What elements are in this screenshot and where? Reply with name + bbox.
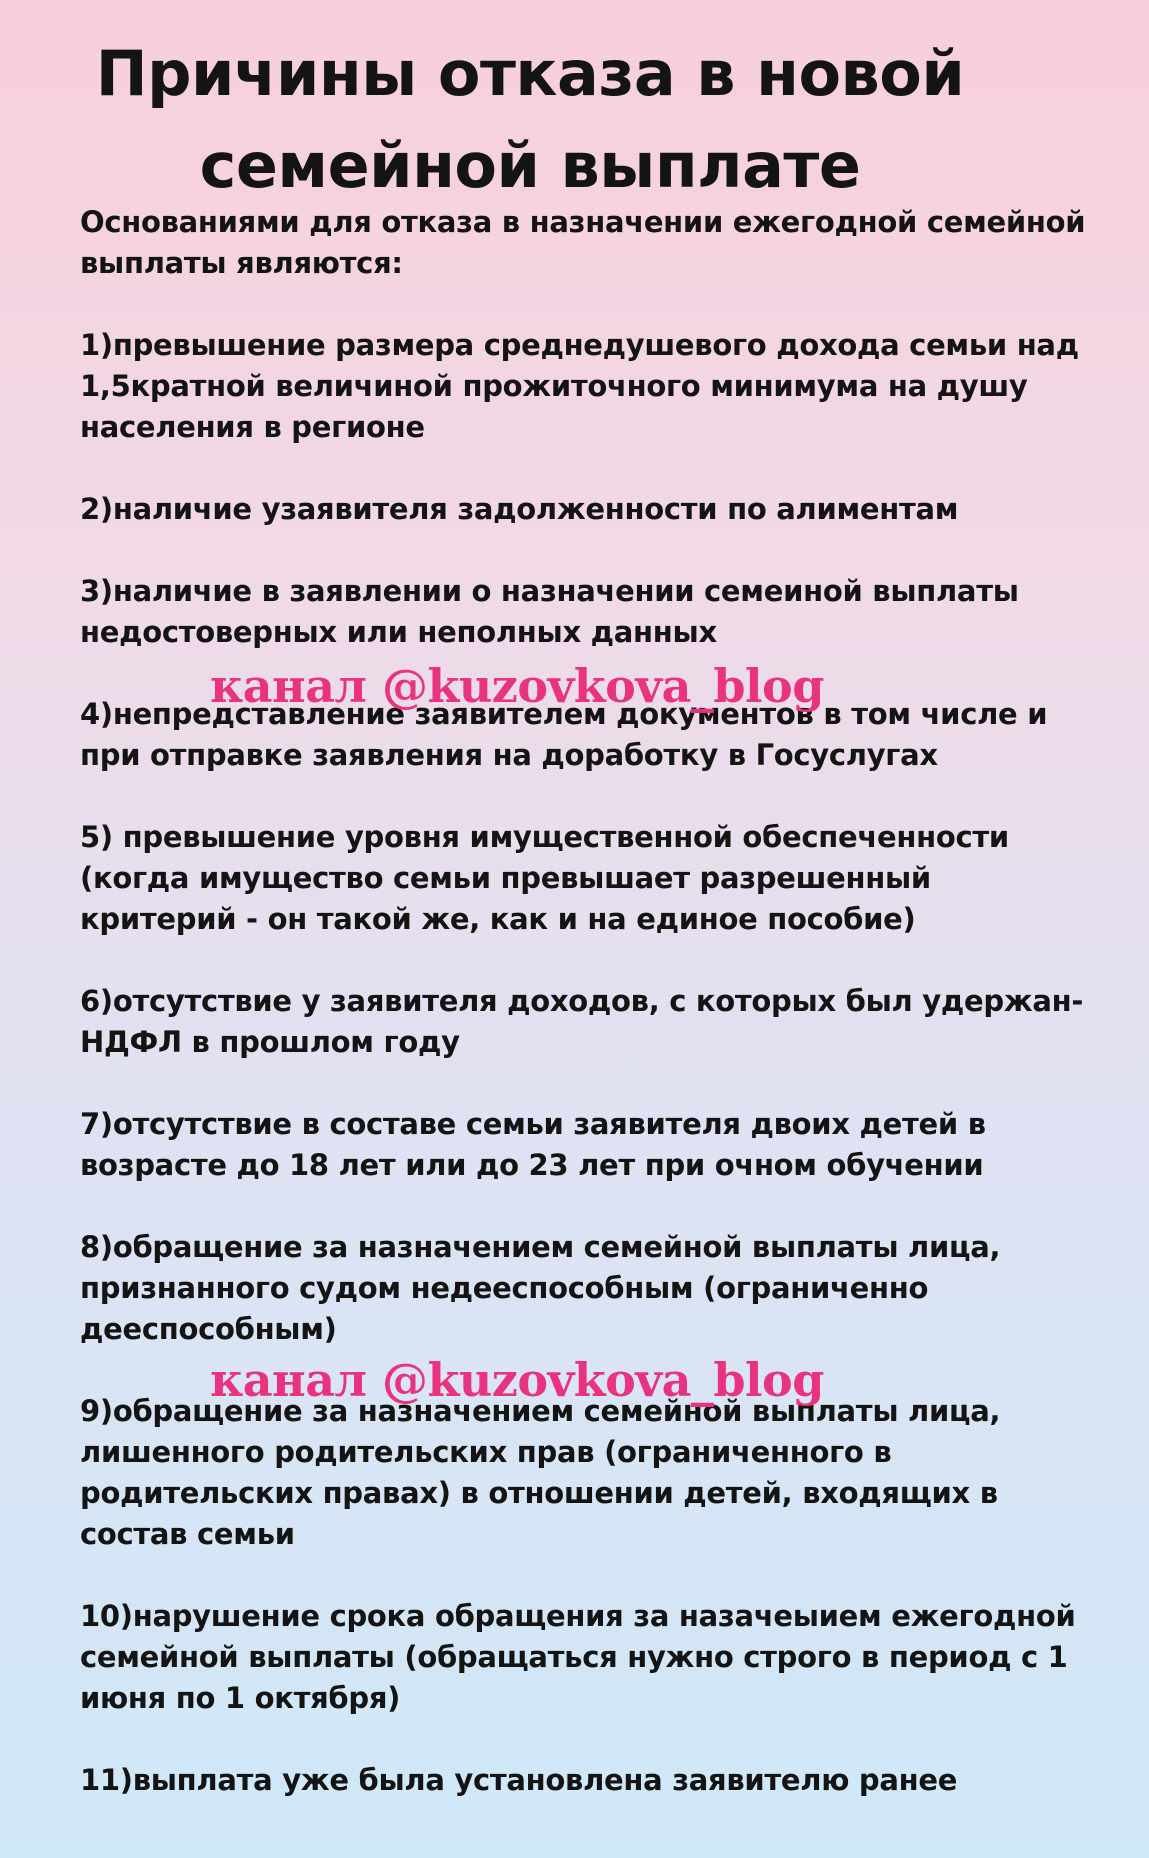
list-item-11: 11)выплата уже была установлена заявителю ранее — [80, 1763, 958, 1797]
list-item-9: 9)обращение за назначением семейной выплаты лица, лишенного родительских прав (ограниченного в родительских правах) в отношении детей, входящих в состав семьи — [80, 1394, 1001, 1551]
list-item-2: 2)наличие узаявителя задолженности по алиментам — [80, 492, 959, 526]
list-item-1: 1)превышение размера среднедушевого дохода семьи над 1,5кратной величиной прожиточного минимума на душу населения в регионе — [80, 328, 1079, 444]
list-item-10: 10)нарушение срока обращения за назачеыием ежегодной семейной выплаты (обращаться нужно строго в период с 1 июня по 1 октября) — [80, 1599, 1076, 1715]
channel-watermark: канал @kuzovkova_blog — [210, 659, 824, 713]
title-line-1: Причины отказа в новой — [95, 37, 965, 110]
page-title — [0, 28, 1060, 212]
list-item-8: 8)обращение за назначением семейной выплаты лица, признанного судом недееспособным (ограниченно дееспособным) — [80, 1230, 1001, 1346]
list-item-7: 7)отсутствие в составе семьи заявителя двоих детей в возрасте до 18 лет или до 23 лет при очном обучении — [80, 1107, 986, 1182]
list-item-3: 3)наличие в заявлении о назначении семеиной выплаты недостоверных или неполных данных — [80, 574, 1019, 649]
title-line-2: семейной выплате — [199, 129, 861, 202]
list-item-5: 5) превышение уровня имущественной обеспеченности (когда имущество семьи превышает разрешенный критерий - он такой же, как и на единое пособие) — [80, 820, 1009, 936]
list-item-4: 4)непредставление заявителем документов в том числе и при отправке заявления на доработку в Госуслугах — [80, 697, 1048, 772]
intro-text: Основаниями для отказа в назначении ежегодной семейной выплаты являются: — [80, 205, 1086, 280]
reasons-list — [80, 202, 1090, 1842]
channel-watermark: канал @kuzovkova_blog — [210, 1353, 824, 1407]
list-item-6: 6)отсутствие у заявителя доходов, с которых был удержан-НДФЛ в прошлом году — [80, 984, 1084, 1059]
